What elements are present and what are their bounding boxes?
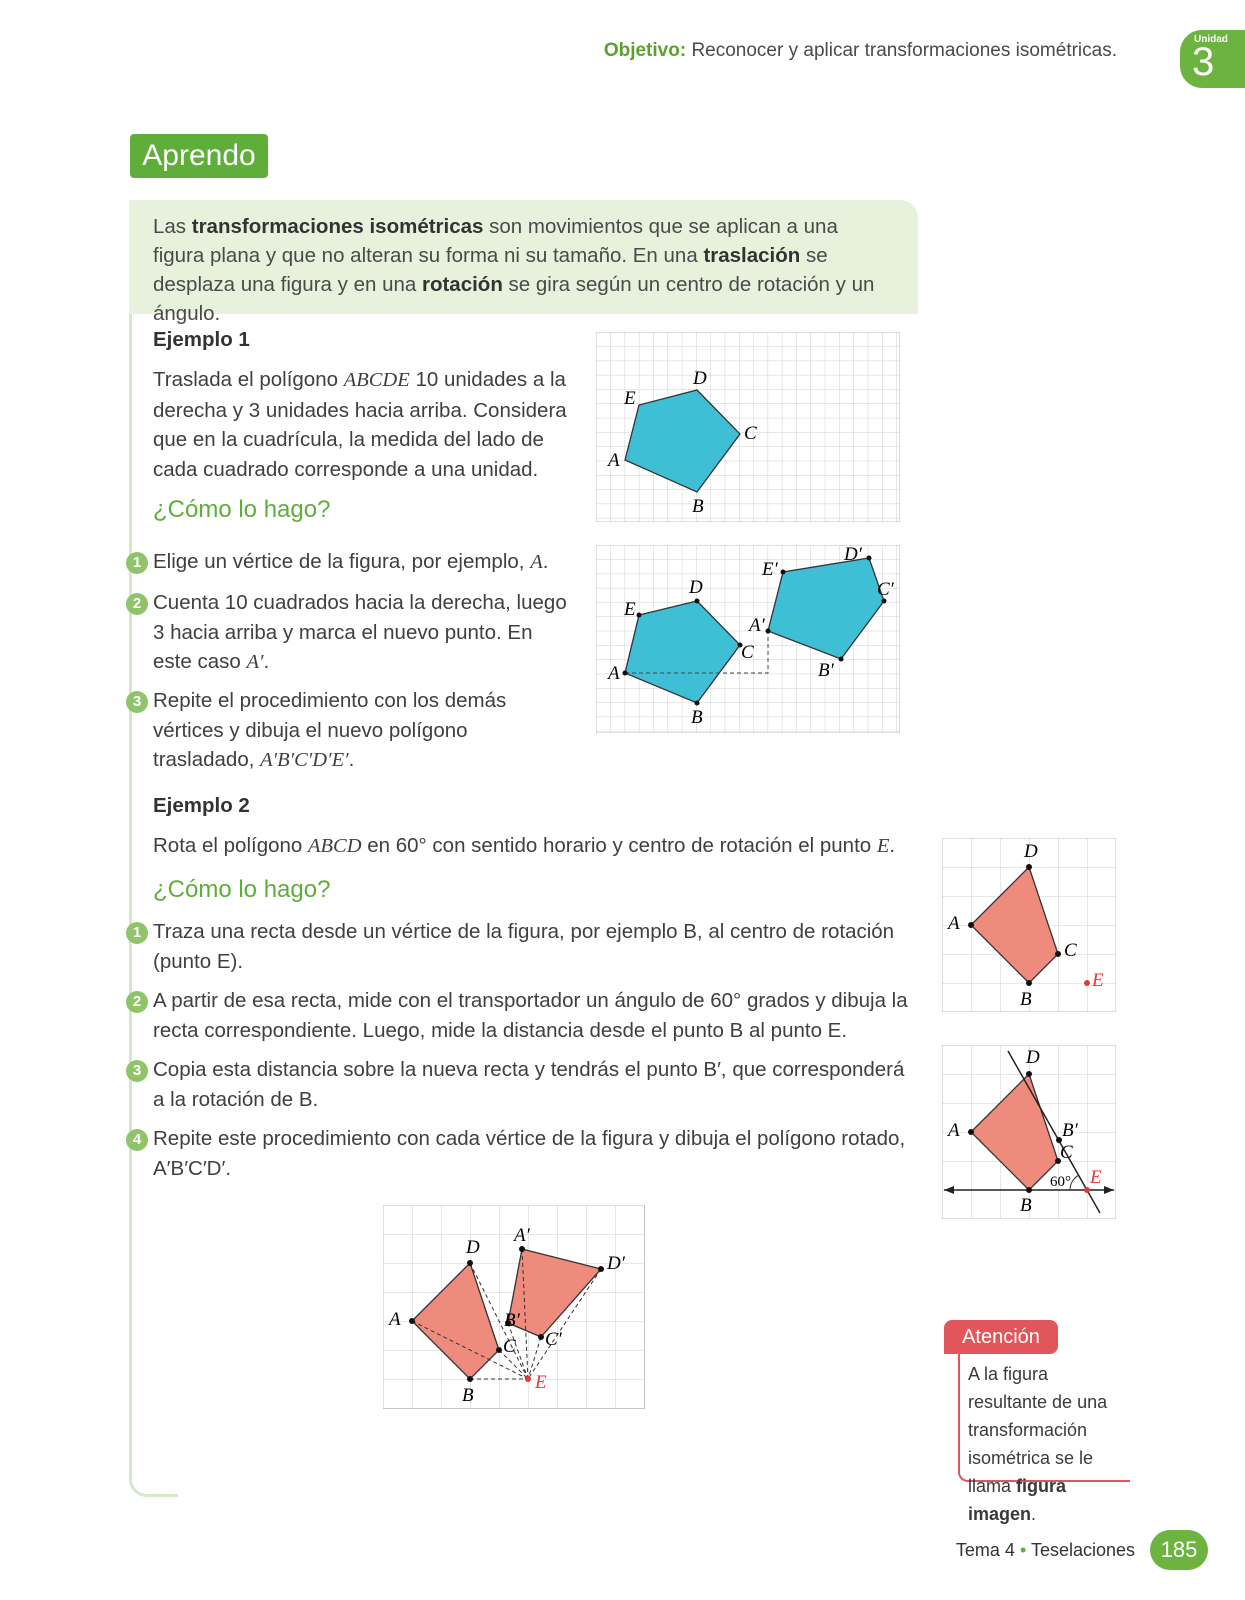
intro-text: Las [153, 215, 192, 238]
objective-label: Objetivo: [603, 40, 687, 61]
label-D-prime: D′ [844, 545, 862, 565]
note-body: A la figura resultante de una transformación isométrica se le llama [968, 1364, 1108, 1496]
example1-title: Ejemplo 1 [153, 328, 250, 351]
label-B: B [1020, 1195, 1032, 1216]
rotation-center [525, 1376, 531, 1382]
label-D: D [1024, 841, 1038, 862]
footer-topic [956, 1540, 1135, 1561]
statement-text: en 60° con sentido horario y centro de rotación el punto [361, 834, 877, 857]
step-math: A′ [246, 651, 264, 673]
unit-label: Unidad [1194, 34, 1228, 45]
example2-step-1: Traza una recta desde un vértice de la figura, por ejemplo B, al centro de rotación (punto E). [153, 920, 895, 973]
unit-tab [1180, 30, 1245, 88]
step-tail: . [348, 748, 355, 771]
label-C: C [1064, 940, 1077, 961]
label-B: B [1020, 989, 1032, 1010]
step-math: A [530, 551, 543, 573]
label-C: C [503, 1336, 516, 1357]
figure-rotation-result [383, 1205, 645, 1409]
example1-statement [153, 365, 578, 484]
intro-term: transformaciones isométricas [191, 215, 484, 238]
step-text: Repite el procedimiento con los demás vértices y dibuja el nuevo polígono trasladado, [153, 689, 507, 771]
label-A: A [389, 1309, 401, 1330]
label-D: D [693, 368, 707, 389]
label-E-prime: E′ [762, 559, 778, 580]
step-number: 2 [126, 991, 148, 1013]
label-B-prime: B′ [818, 660, 834, 681]
example1-step-3 [153, 686, 573, 776]
objective-line [604, 40, 1117, 62]
step-math: A′B′C′D′E′ [260, 749, 349, 771]
statement-text: Traslada el polígono [153, 368, 344, 391]
footer-separator: • [1019, 1540, 1027, 1560]
example2-step-2: A partir de esa recta, mide con el transportador un ángulo de 60° grados y dibuja la recta correspondiente. Luego, mide la distancia desde el punto B al punto E. [153, 989, 908, 1042]
label-C: C [744, 423, 757, 444]
label-C: C [1060, 1142, 1073, 1163]
step-tail: . [263, 650, 270, 673]
intro-text: se gira según un centro de rotación y un ángulo. [153, 273, 875, 325]
label-E: E [1092, 970, 1104, 991]
statement-text: 10 unidades a la derecha y 3 unidades hacia arriba. Considera que en la cuadrícula, la medida del lado de cada cuadrado corresponde a una unidad. [153, 368, 567, 481]
step-number: 2 [126, 593, 148, 615]
point-name: E [876, 835, 890, 857]
example1-step-1 [153, 547, 573, 578]
figure-original-pentagon [596, 332, 900, 522]
figure-translated-pentagon [596, 545, 900, 733]
step-tail: . [542, 550, 549, 573]
label-D: D [1026, 1047, 1040, 1068]
page-number: 185 [1150, 1530, 1208, 1570]
note-tail: . [1031, 1504, 1037, 1524]
label-D-prime: D′ [607, 1253, 625, 1274]
label-B: B [692, 496, 704, 517]
label-A: A [608, 663, 620, 684]
objective-text: Reconocer y aplicar transformaciones isométricas. [691, 40, 1117, 61]
step-text: Elige un vértice de la figura, por ejemplo, [153, 550, 531, 573]
label-E: E [624, 388, 636, 409]
label-A: A [948, 913, 960, 934]
statement-text: Rota el polígono [153, 834, 309, 857]
unit-number: 3 [1192, 40, 1215, 84]
how-heading-1: ¿Cómo lo hago? [153, 496, 331, 523]
label-A-prime: A′ [749, 615, 765, 636]
label-C-prime: C′ [545, 1329, 562, 1350]
label-E: E [1090, 1167, 1102, 1188]
note-text [968, 1360, 1128, 1528]
footer-topic-name: Teselaciones [1030, 1540, 1135, 1560]
step-number: 3 [126, 691, 148, 713]
intro-text: son movimientos que se aplican a una figura plana y que no alteran su forma ni su tamaño. En una [153, 215, 838, 267]
polygon-name: ABCD [308, 835, 362, 857]
label-C: C [741, 642, 754, 663]
label-B: B [462, 1385, 474, 1406]
example2-step-4: Repite este procedimiento con cada vértice de la figura y dibuja el polígono rotado, A′B′C′D′. [153, 1127, 906, 1180]
example2-statement [153, 831, 913, 862]
example2-step-3: Copia esta distancia sobre la nueva recta y tendrás el punto B′, que corresponderá a la rotación de B. [153, 1058, 905, 1111]
label-A-prime: A′ [514, 1225, 530, 1246]
intro-term: traslación [703, 244, 801, 267]
label-D: D [466, 1237, 480, 1258]
intro-term: rotación [421, 273, 503, 296]
step-number: 4 [126, 1129, 148, 1151]
figure-polygon-abcd [942, 838, 1116, 1012]
intro-text: se desplaza una figura y en una [153, 244, 828, 296]
intro-box [129, 200, 918, 325]
label-D: D [689, 577, 703, 598]
step-number: 1 [126, 922, 148, 944]
label-A: A [948, 1120, 960, 1141]
example1-step-2 [153, 588, 573, 678]
step-number: 1 [126, 552, 148, 574]
statement-text: . [889, 834, 896, 857]
angle-label: 60° [1050, 1174, 1071, 1190]
step-number: 3 [126, 1060, 148, 1082]
label-B-prime: B′ [504, 1310, 520, 1331]
label-E: E [624, 599, 636, 620]
example2-title: Ejemplo 2 [153, 794, 250, 817]
label-E: E [535, 1372, 547, 1393]
section-title: Aprendo [130, 134, 268, 178]
label-C-prime: C′ [877, 579, 894, 600]
label-B: B [691, 707, 703, 728]
how-heading-2: ¿Cómo lo hago? [153, 876, 331, 903]
note-term: figura imagen [968, 1476, 1067, 1524]
rotation-center [1084, 980, 1090, 986]
figure-angle-construction [942, 1045, 1116, 1219]
step-text: Cuenta 10 cuadrados hacia la derecha, luego 3 hacia arriba y marca el nuevo punto. En este caso [153, 591, 567, 673]
footer-tema: Tema 4 [955, 1540, 1015, 1560]
note-tag: Atención [944, 1320, 1058, 1354]
label-B-prime: B′ [1062, 1120, 1078, 1141]
polygon-name: ABCDE [343, 369, 410, 391]
label-A: A [608, 450, 620, 471]
